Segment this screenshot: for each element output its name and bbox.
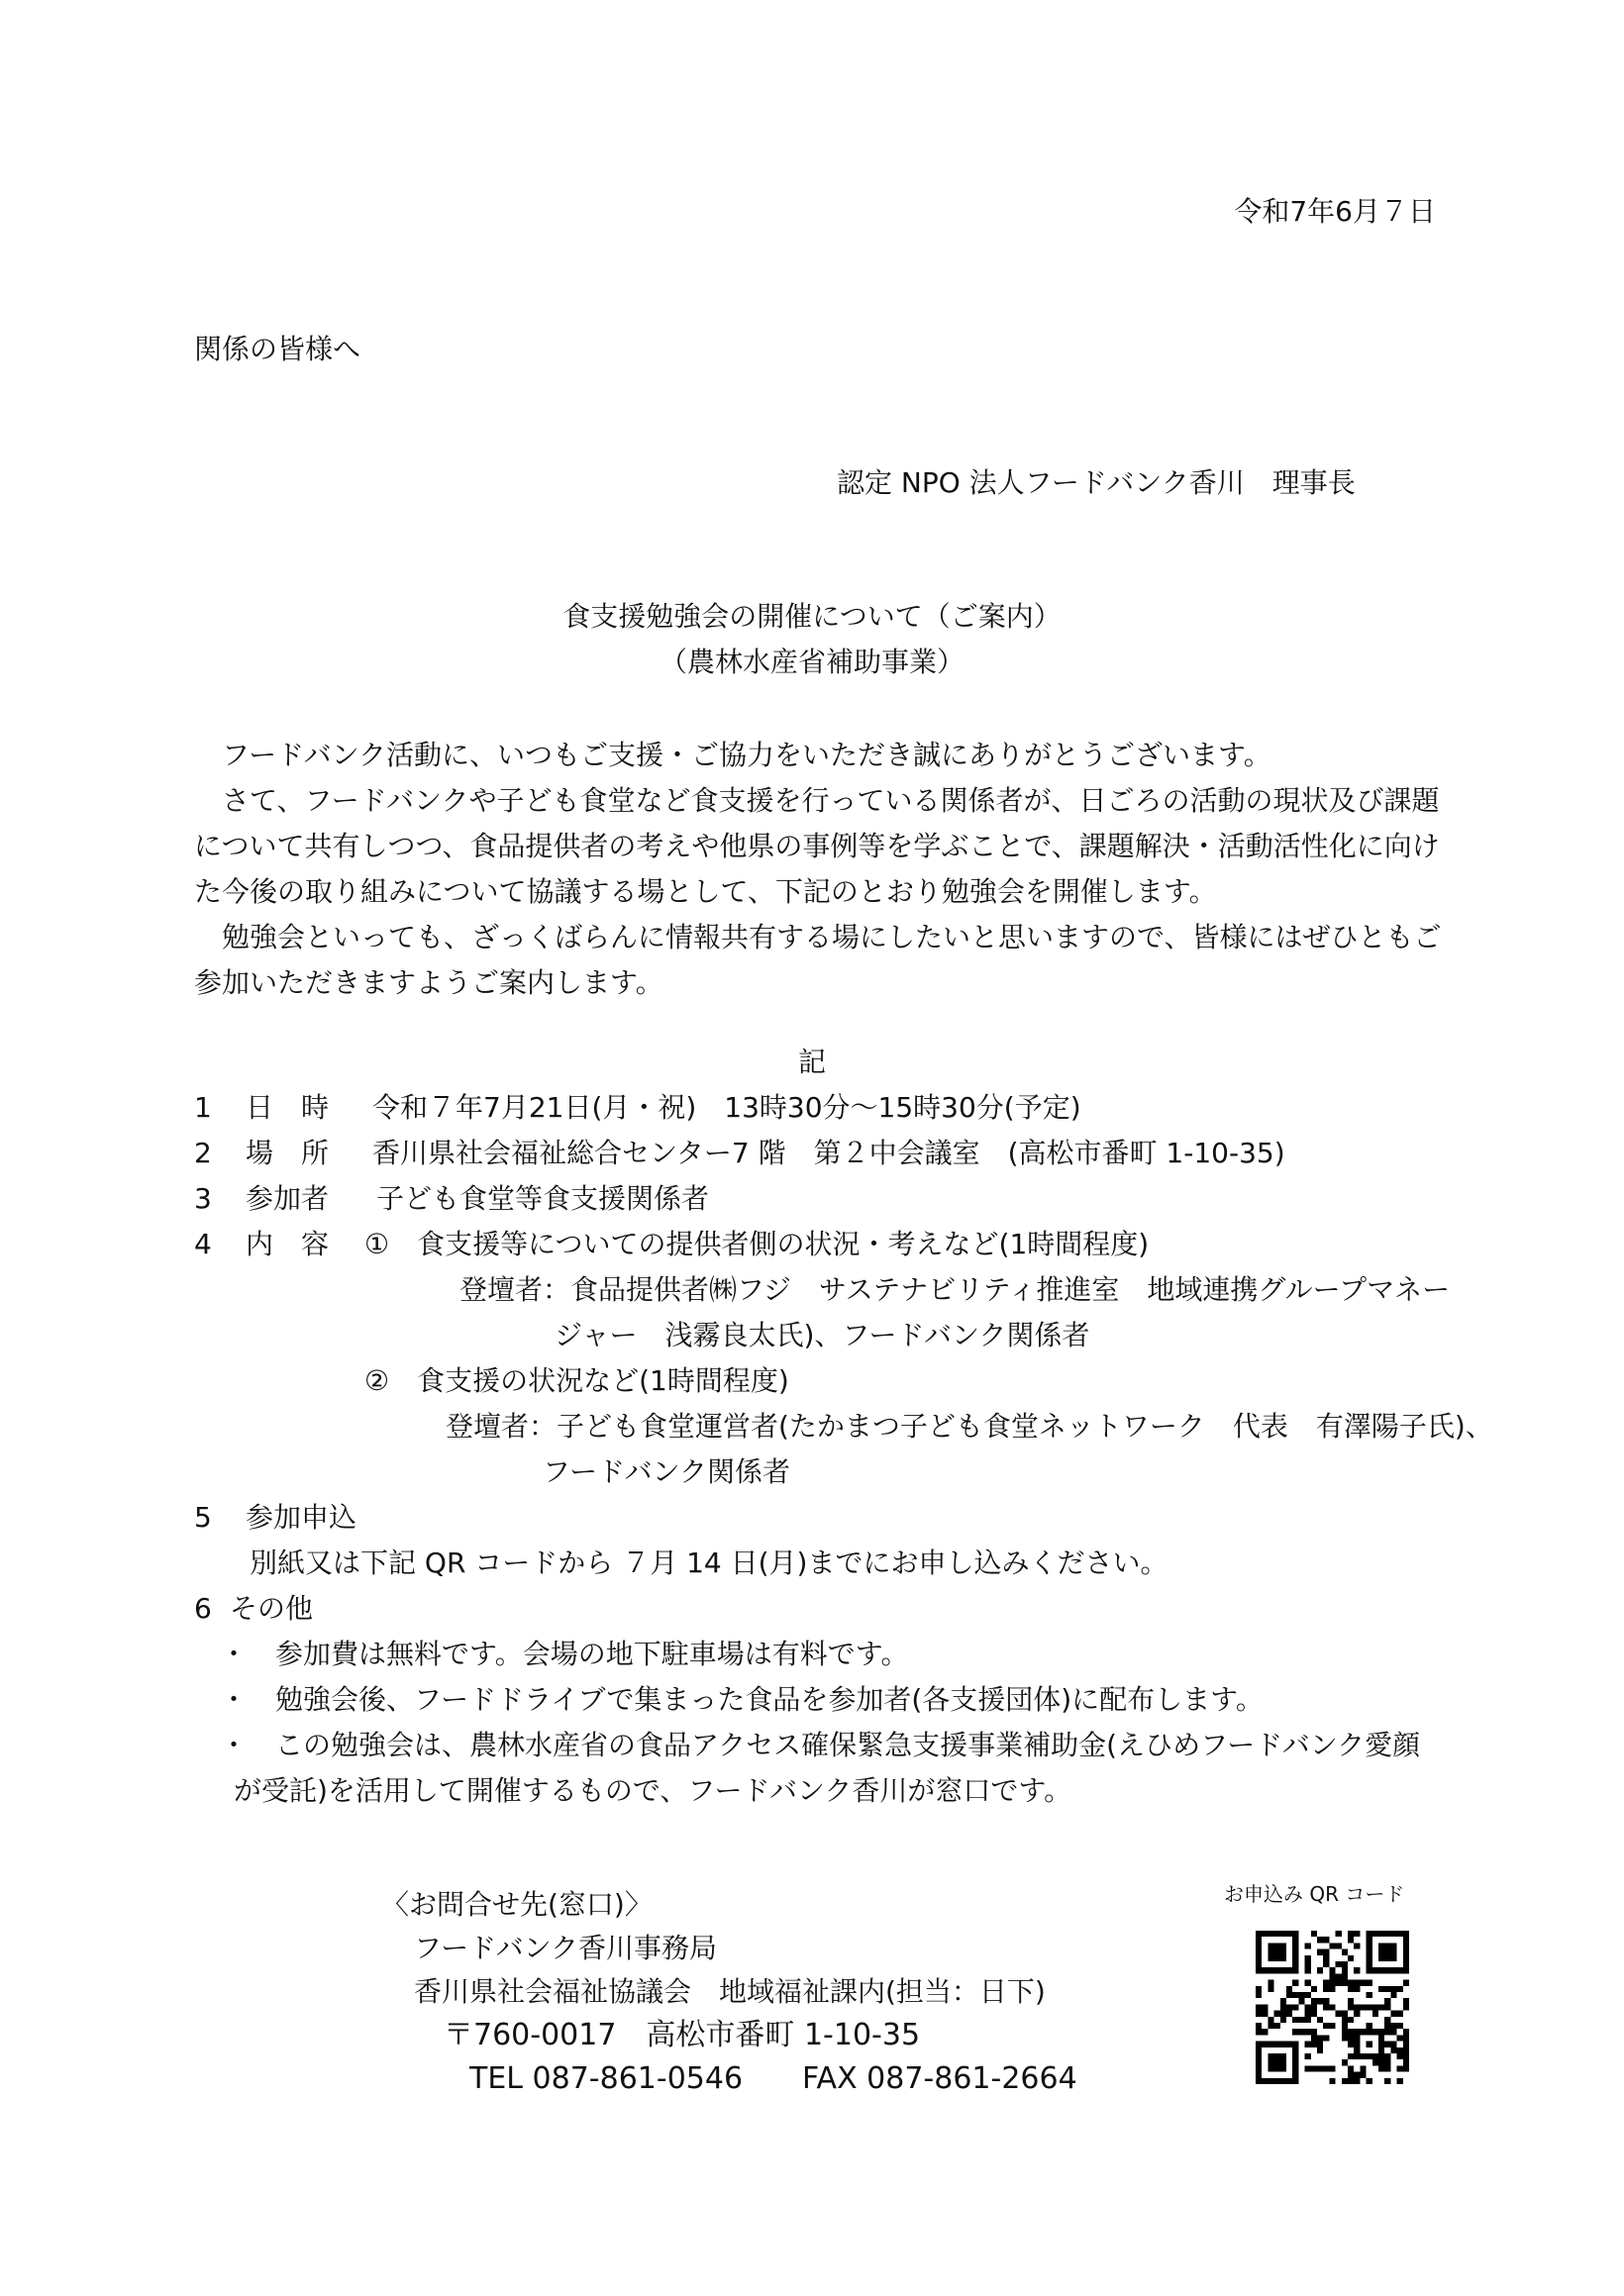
item-number: 5 [194,1501,212,1534]
item-label: 場 所 [246,1137,330,1169]
body-paragraph-1: フードバンク活動に、いつもご支援・ご協力をいただき誠にありがとうございます。 [222,739,1271,771]
document-date: 令和7年6月７日 [1234,195,1436,228]
qr-code-label: お申込み QR コード [1224,1882,1405,1906]
application-detail: 別紙又は下記 QR コードから ７月 14 日(月)までにお申し込みください。 [250,1547,1168,1579]
body-paragraph-2: さて、フードバンクや子ども食堂など食支援を行っている関係者が、日ごろの活動の現状及び課題について共有しつつ、食品提供者の考えや他県の事例等を学ぶことで、課題解決・活動活性化に向けた今後の取り組みについて協議する場として、下記のとおり勉強会を開催します。 [194,784,1440,908]
item-number: 4 [194,1228,212,1260]
addressee: 関係の皆様へ [194,333,361,365]
content-sub-1: ① 食支援等についての提供者側の状況・考えなど(1時間程度) [364,1228,1150,1260]
content-sub-1-speaker-cont: ジャー 浅霧良太氏)、フードバンク関係者 [555,1319,1090,1351]
contact-address: 〒760-0017 高松市番町 1-10-35 [444,2018,921,2052]
content-sub-1-speaker: 登壇者：食品提供者㈱フジ サステナビリティ推進室 地域連携グループマネー [459,1273,1451,1306]
other-bullet-3: ・ この勉強会は、農林水産省の食品アクセス確保緊急支援事業補助金(えひめフードバンク愛顔 [220,1729,1421,1761]
content-sub-2-speaker-cont: フードバンク関係者 [543,1455,791,1488]
item-label: 参加者 [246,1182,330,1215]
item-number: 1 [194,1091,212,1124]
content-sub-2: ② 食支援の状況など(1時間程度) [364,1364,789,1397]
contact-org: フードバンク香川事務局 [414,1932,718,1964]
item-value: 令和７年7月21日(月・祝) 13時30分～15時30分(予定) [372,1091,1081,1124]
other-bullet-1: ・ 参加費は無料です。会場の地下駐車場は有料です。 [220,1638,909,1670]
contact-dept: 香川県社会福祉協議会 地域福祉課内(担当：日下) [414,1975,1046,2008]
item-label: その他 [230,1592,314,1625]
ki-heading: 記 [797,1046,826,1078]
contact-heading: 〈お問合せ先(窓口)〉 [381,1888,653,1921]
item-label: 参加申込 [246,1501,357,1534]
body-paragraph-3: 勉強会といっても、ざっくばらんに情報共有する場にしたいと思いますので、皆様にはぜひともご参加いただきますようご案内します。 [194,921,1442,999]
content-sub-2-speaker: 登壇者：子ども食堂運営者(たかまつ子ども食堂ネットワーク 代表 有澤陽子氏)、 [446,1410,1493,1443]
item-number: 2 [194,1137,212,1169]
item-number: 3 [194,1182,212,1215]
item-value: 子ども食堂等食支援関係者 [376,1182,710,1215]
other-bullet-2: ・ 勉強会後、フードドライブで集まった食品を参加者(各支援団体)に配布します。 [220,1683,1264,1716]
qr-code-icon[interactable] [1256,1931,1409,2084]
other-bullet-3-cont: が受託)を活用して開催するもので、フードバンク香川が窓口です。 [234,1774,1072,1807]
item-number: 6 [194,1592,212,1625]
item-value: 香川県社会福祉総合センター7 階 第２中会議室 (高松市番町 1-10-35) [372,1137,1285,1169]
item-label: 内 容 [246,1228,330,1260]
contact-tel-fax: TEL 087-861-0546 FAX 087-861-2664 [469,2061,1077,2096]
item-label: 日 時 [246,1091,330,1124]
document-subtitle: （農林水産省補助事業） [659,646,964,678]
document-title: 食支援勉強会の開催について（ご案内） [562,600,1062,633]
sender: 認定 NPO 法人フードバンク香川 理事長 [837,466,1356,499]
